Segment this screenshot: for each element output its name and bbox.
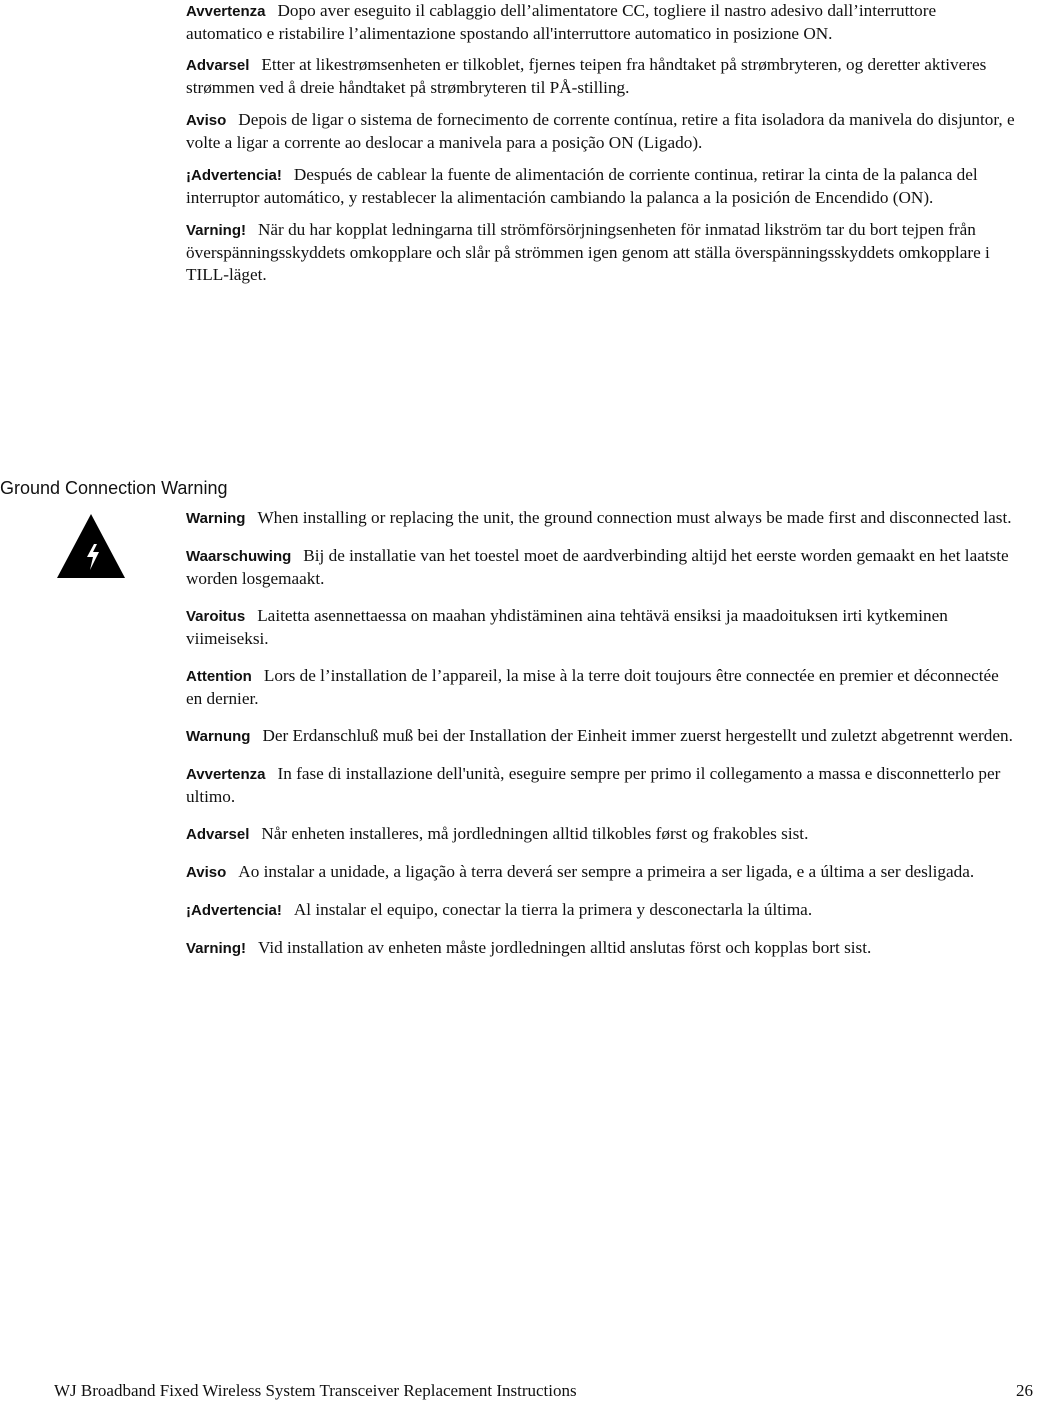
warning-paragraph	[186, 823, 1016, 846]
warning-text: When installing or replacing the unit, the ground connection must always be made first and disconnected last.	[257, 508, 1012, 527]
warning-paragraph	[186, 937, 1016, 960]
warning-text: Depois de ligar o sistema de fornecimento de corrente contínua, retire a fita isoladora da manivela do disjuntor, e volte a ligar a corrente ao deslocar a manivela para a posição ON (Ligado).	[186, 110, 1015, 152]
warning-label: Warnung	[186, 728, 251, 745]
warning-paragraph	[186, 605, 1016, 650]
warning-paragraph	[186, 0, 1016, 45]
warning-label: Warning	[186, 510, 246, 527]
ground-warning-list	[186, 507, 1016, 960]
warning-text: Vid installation av enheten måste jordledningen alltid anslutas först och kopplas bort sist.	[258, 938, 872, 957]
warning-label: Waarschuwing	[186, 548, 292, 565]
warning-paragraph	[186, 54, 1016, 99]
warning-paragraph	[186, 665, 1016, 710]
page-number: 26	[1016, 1381, 1033, 1400]
warning-text: Ao instalar a unidade, a ligação à terra deverá ser sempre a primeira a ser ligada, e a última a ser desligada.	[238, 862, 975, 881]
warning-paragraph	[186, 899, 1016, 922]
section-heading: Ground Connection Warning	[0, 478, 228, 498]
warning-label: Aviso	[186, 112, 227, 129]
warning-paragraph	[186, 219, 1016, 286]
warning-paragraph	[186, 545, 1016, 590]
top-warning-list	[186, 0, 1016, 286]
warning-label: ¡Advertencia!	[186, 167, 282, 184]
warning-label: Varning!	[186, 940, 247, 957]
warning-label: Avvertenza	[186, 3, 266, 20]
warning-text: Al instalar el equipo, conectar la tierra la primera y desconectarla la última.	[293, 900, 813, 919]
warning-label: Avvertenza	[186, 766, 266, 783]
warning-label: Varoitus	[186, 608, 246, 625]
warning-label: Attention	[186, 668, 252, 685]
warning-label: Aviso	[186, 864, 227, 881]
warning-label: Varning!	[186, 222, 247, 239]
warning-label: Advarsel	[186, 57, 250, 74]
warning-text: Dopo aver eseguito il cablaggio dell’alimentatore CC, togliere il nastro adesivo dall’interruttore automatico e ristabilire l’alimentazione spostando all'interruttore automatico in posizione ON.	[186, 1, 937, 43]
warning-text: Bij de installatie van het toestel moet de aardverbinding altijd het eerste worden gemaakt en het laatste worden losgemaakt.	[186, 546, 1009, 588]
warning-text: Etter at likestrømsenheten er tilkoblet, fjernes teipen fra håndtaket på strømbryteren, og deretter aktiveres strømmen ved å dreie håndtaket på strømbryteren til PÅ-stilling.	[186, 55, 987, 97]
warning-label: Advarsel	[186, 826, 250, 843]
warning-text: In fase di installazione dell'unità, eseguire sempre per primo il collegamento a massa e disconnetterlo per ultimo.	[186, 764, 1001, 806]
warning-text: Der Erdanschluß muß bei der Installation der Einheit immer zuerst hergestellt und zuletzt abgetrennt werden.	[262, 726, 1013, 745]
warning-paragraph	[186, 507, 1016, 530]
warning-text: Después de cablear la fuente de alimentación de corriente continua, retirar la cinta de la palanca del interruptor automático, y restablecer la alimentación cambiando la palanca a la posición de Encendido (ON).	[186, 165, 978, 207]
warning-text: Når enheten installeres, må jordledningen alltid tilkobles først og frakobles sist.	[261, 824, 809, 843]
warning-text: När du har kopplat ledningarna till strömförsörjningsenheten för inmatad likström tar du bort tejpen från överspänningsskyddets omkopplare och slår på strömmen igen genom att ställa överspänningsskyddets omkopplare i TILL-läget.	[186, 220, 990, 284]
warning-paragraph	[186, 763, 1016, 808]
warning-paragraph	[186, 725, 1016, 748]
warning-paragraph	[186, 861, 1016, 884]
footer-document-title: WJ Broadband Fixed Wireless System Transceiver Replacement Instructions	[54, 1381, 577, 1400]
warning-triangle-lightning-icon	[56, 512, 126, 580]
warning-paragraph	[186, 109, 1016, 154]
warning-paragraph	[186, 164, 1016, 209]
warning-text: Laitetta asennettaessa on maahan yhdistäminen aina tehtävä ensiksi ja maadoituksen irti kytkeminen viimeiseksi.	[186, 606, 948, 648]
warning-label: ¡Advertencia!	[186, 902, 282, 919]
warning-text: Lors de l’installation de l’appareil, la mise à la terre doit toujours être connectée en premier et déconnectée en dernier.	[186, 666, 999, 708]
